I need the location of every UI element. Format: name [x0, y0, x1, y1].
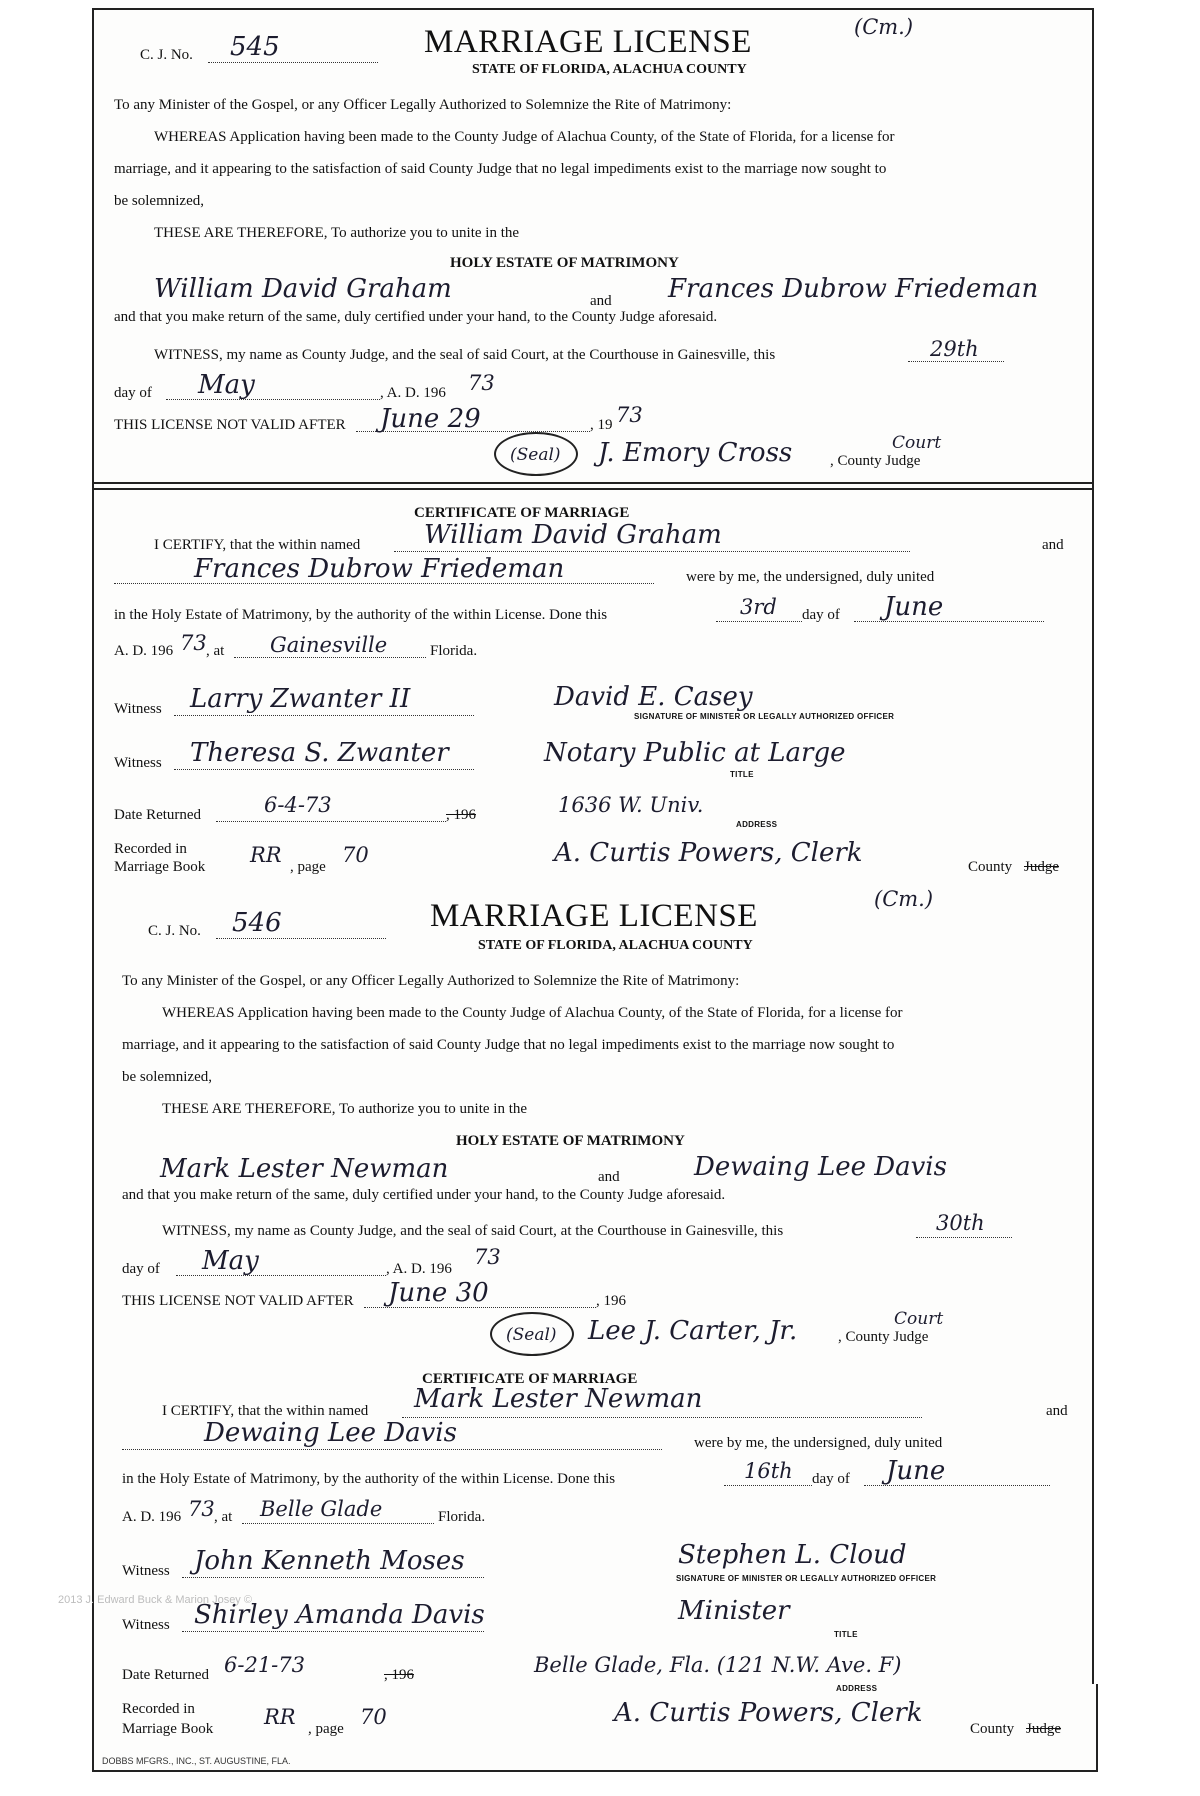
book-number: RR	[250, 843, 282, 867]
place: Belle Glade	[260, 1497, 383, 1521]
certificate-title: CERTIFICATE OF MARRIAGE	[422, 1371, 638, 1387]
day-of-label: day of	[122, 1261, 160, 1277]
officer-title: Minister	[678, 1596, 790, 1626]
at-label: , at	[206, 643, 225, 659]
holy-estate-heading: HOLY ESTATE OF MATRIMONY	[456, 1133, 685, 1149]
witness-label-1: Witness	[114, 701, 162, 717]
page-label: , page	[308, 1721, 344, 1737]
and-label: and	[590, 293, 612, 309]
day-of-label-2: day of	[802, 607, 840, 623]
holy-estate-text: in the Holy Estate of Matrimony, by the authority of the within License. Done this	[122, 1471, 616, 1487]
officer-title: Notary Public at Large	[544, 738, 846, 768]
recorded-label: Recorded in	[114, 841, 187, 857]
year: 73	[468, 371, 495, 395]
license-subtitle: STATE OF FLORIDA, ALACHUA COUNTY	[472, 62, 747, 77]
ad-label-2: A. D. 196	[114, 643, 174, 659]
cert-groom-line	[394, 551, 910, 552]
document-sheet	[92, 8, 1094, 1688]
officer-address: 1636 W. Univ.	[558, 793, 704, 817]
valid-year-prefix: , 19	[590, 417, 613, 433]
judge-word: Judge	[1026, 1721, 1061, 1737]
certificate-title: CERTIFICATE OF MARRIAGE	[414, 505, 630, 521]
page-number: 70	[360, 1705, 387, 1729]
title-caption: TITLE	[834, 1630, 858, 1639]
valid-date: June 29	[380, 404, 481, 434]
and-label: and	[598, 1169, 620, 1185]
witness2-signature: Theresa S. Zwanter	[190, 738, 449, 768]
month: May	[202, 1246, 259, 1276]
corner-note: (Cm.)	[874, 887, 934, 911]
cert-and-label: and	[1042, 537, 1064, 553]
cj-line	[216, 938, 386, 939]
returned-date: 6-21-73	[224, 1653, 305, 1677]
county-label: County	[968, 859, 1013, 875]
florida-label: Florida.	[430, 643, 478, 659]
certify-text: I CERTIFY, that the within named	[162, 1403, 369, 1419]
printer-imprint: DOBBS MFGRS., INC., ST. AUGUSTINE, FLA.	[102, 1756, 291, 1766]
day-line	[916, 1237, 1012, 1238]
at-label: , at	[214, 1509, 233, 1525]
judge-signature: J. Emory Cross	[598, 438, 793, 468]
holy-estate-heading: HOLY ESTATE OF MATRIMONY	[450, 255, 679, 271]
whereas-line-2: marriage, and it appearing to the satisfaction of said County Judge that no legal impediments exist to the marriage now sought to	[114, 161, 887, 177]
witness1-signature: Larry Zwanter II	[190, 684, 411, 714]
bride-name: Dewaing Lee Davis	[694, 1152, 947, 1182]
signature-caption: SIGNATURE OF MINISTER OR LEGALLY AUTHORIZED OFFICER	[634, 712, 895, 721]
date-returned-label: Date Returned	[114, 807, 202, 823]
day-number: 29th	[930, 337, 979, 361]
title-caption: TITLE	[730, 770, 754, 779]
groom-name: Mark Lester Newman	[160, 1154, 449, 1184]
year-2: 73	[180, 631, 207, 655]
cj-number: 546	[232, 908, 282, 938]
county-label: County	[970, 1721, 1015, 1737]
return-text: and that you make return of the same, duly certified under your hand, to the County Judge aforesaid.	[114, 309, 718, 325]
certify-text: I CERTIFY, that the within named	[154, 537, 361, 553]
holy-estate-text: in the Holy Estate of Matrimony, by the authority of the within License. Done this	[114, 607, 608, 623]
groom-name: William David Graham	[154, 274, 452, 304]
seal-text: (Seal)	[506, 1325, 557, 1345]
valid-year-prefix: , 196	[596, 1293, 626, 1309]
whereas-line-3: be solemnized,	[114, 193, 204, 209]
clerk-signature: A. Curtis Powers, Clerk	[554, 838, 863, 868]
corner-note: (Cm.)	[854, 15, 914, 39]
record-strip	[92, 1684, 1098, 1772]
returned-line	[216, 821, 446, 822]
bride-name: Frances Dubrow Friedeman	[668, 274, 1039, 304]
officer-signature: Stephen L. Cloud	[678, 1540, 907, 1570]
book-number: RR	[264, 1705, 296, 1729]
witness2-line	[174, 769, 474, 770]
witness-text: WITNESS, my name as County Judge, and the seal of said Court, at the Courthouse in Gainesville, this	[162, 1223, 784, 1239]
clerk-signature: A. Curtis Powers, Clerk	[614, 1698, 923, 1728]
license-title: MARRIAGE LICENSE	[430, 898, 758, 934]
whereas-line-3: be solemnized,	[122, 1069, 212, 1085]
seal-text: (Seal)	[510, 445, 561, 465]
returned-date: 6-4-73	[264, 793, 332, 817]
witness1-line	[174, 715, 474, 716]
month: May	[198, 370, 255, 400]
place-line	[242, 1523, 434, 1524]
florida-label: Florida.	[438, 1509, 486, 1525]
addressee-text: To any Minister of the Gospel, or any Officer Legally Authorized to Solemnize the Rite of Matrimony:	[122, 973, 740, 989]
cert-bride-line	[122, 1449, 662, 1450]
day-of-label-2: day of	[812, 1471, 850, 1487]
witness-label-2: Witness	[122, 1617, 170, 1633]
page-number: 70	[342, 843, 369, 867]
done-month: June	[886, 1456, 946, 1486]
day-number: 30th	[936, 1211, 985, 1235]
ad-label-2: A. D. 196	[122, 1509, 182, 1525]
page-label: , page	[290, 859, 326, 875]
address-caption: ADDRESS	[836, 1684, 878, 1693]
done-day-line	[724, 1485, 812, 1486]
place: Gainesville	[270, 633, 388, 657]
year-2: 73	[188, 1497, 215, 1521]
judge-word: Judge	[1024, 859, 1059, 875]
not-valid-label: THIS LICENSE NOT VALID AFTER	[114, 417, 346, 433]
address-caption: ADDRESS	[736, 820, 778, 829]
copyright-watermark: 2013 J. Edward Buck & Marion Josey ©	[58, 1594, 252, 1606]
done-day: 16th	[744, 1459, 793, 1483]
authorize-text: THESE ARE THEREFORE, To authorize you to unite in the	[162, 1101, 528, 1117]
authorize-text: THESE ARE THEREFORE, To authorize you to unite in the	[154, 225, 520, 241]
judge-signature: Lee J. Carter, Jr.	[588, 1316, 798, 1346]
witness-text: WITNESS, my name as County Judge, and the seal of said Court, at the Courthouse in Gainesville, this	[154, 347, 776, 363]
cert-and-label: and	[1046, 1403, 1068, 1419]
united-text: were by me, the undersigned, duly united	[694, 1435, 943, 1451]
officer-address: Belle Glade, Fla. (121 N.W. Ave. F)	[534, 1653, 902, 1677]
cj-label: C. J. No.	[148, 923, 201, 939]
done-day: 3rd	[740, 595, 777, 619]
ad-label: , A. D. 196	[386, 1261, 452, 1277]
court-annotation: Court	[894, 1309, 944, 1329]
license-panel-2	[94, 876, 1092, 1686]
witness2-line	[182, 1631, 484, 1632]
year: 73	[474, 1245, 501, 1269]
united-text: were by me, the undersigned, duly united	[686, 569, 935, 585]
section-divider	[94, 482, 1092, 490]
ad-label: , A. D. 196	[380, 385, 446, 401]
cj-number: 545	[230, 32, 280, 62]
cj-label: C. J. No.	[140, 47, 193, 63]
cert-groom-line	[402, 1417, 922, 1418]
date-returned-label: Date Returned	[122, 1667, 210, 1683]
returned-suffix: , 196	[384, 1667, 414, 1683]
witness-label-2: Witness	[114, 755, 162, 771]
whereas-line-1: WHEREAS Application having been made to the County Judge of Alachua County, of the State of Florida, for a license for	[162, 1005, 903, 1021]
done-month: June	[884, 592, 944, 622]
marriage-book-label: Marriage Book	[114, 859, 206, 875]
addressee-text: To any Minister of the Gospel, or any Officer Legally Authorized to Solemnize the Rite of Matrimony:	[114, 97, 732, 113]
witness1-signature: John Kenneth Moses	[194, 1546, 465, 1576]
return-text: and that you make return of the same, duly certified under your hand, to the County Judge aforesaid.	[122, 1187, 726, 1203]
cert-groom-name: Mark Lester Newman	[414, 1384, 703, 1414]
not-valid-label: THIS LICENSE NOT VALID AFTER	[122, 1293, 354, 1309]
county-judge-label: , County Judge	[838, 1329, 929, 1345]
officer-signature: David E. Casey	[554, 682, 753, 712]
license-subtitle: STATE OF FLORIDA, ALACHUA COUNTY	[478, 938, 753, 953]
witness1-line	[182, 1577, 484, 1578]
done-day-line	[716, 621, 802, 622]
county-judge-label: , County Judge	[830, 453, 921, 469]
court-annotation: Court	[892, 433, 942, 453]
day-of-label: day of	[114, 385, 152, 401]
witness2-signature: Shirley Amanda Davis	[194, 1600, 485, 1630]
cert-groom-name: William David Graham	[424, 520, 722, 550]
marriage-book-label: Marriage Book	[122, 1721, 214, 1737]
done-month-line	[854, 621, 1044, 622]
witness-label-1: Witness	[122, 1563, 170, 1579]
cert-bride-name: Frances Dubrow Friedeman	[194, 554, 565, 584]
signature-caption: SIGNATURE OF MINISTER OR LEGALLY AUTHORIZED OFFICER	[676, 1574, 937, 1583]
cj-line	[208, 62, 378, 63]
license-panel-1	[94, 10, 1092, 876]
cert-bride-name: Dewaing Lee Davis	[204, 1418, 457, 1448]
returned-suffix: , 196	[446, 807, 476, 823]
license-title: MARRIAGE LICENSE	[424, 24, 752, 60]
recorded-label: Recorded in	[122, 1701, 195, 1717]
whereas-line-2: marriage, and it appearing to the satisfaction of said County Judge that no legal impediments exist to the marriage now sought to	[122, 1037, 895, 1053]
whereas-line-1: WHEREAS Application having been made to the County Judge of Alachua County, of the State of Florida, for a license for	[154, 129, 895, 145]
valid-date: June 30	[388, 1278, 489, 1308]
valid-year: 73	[616, 403, 643, 427]
